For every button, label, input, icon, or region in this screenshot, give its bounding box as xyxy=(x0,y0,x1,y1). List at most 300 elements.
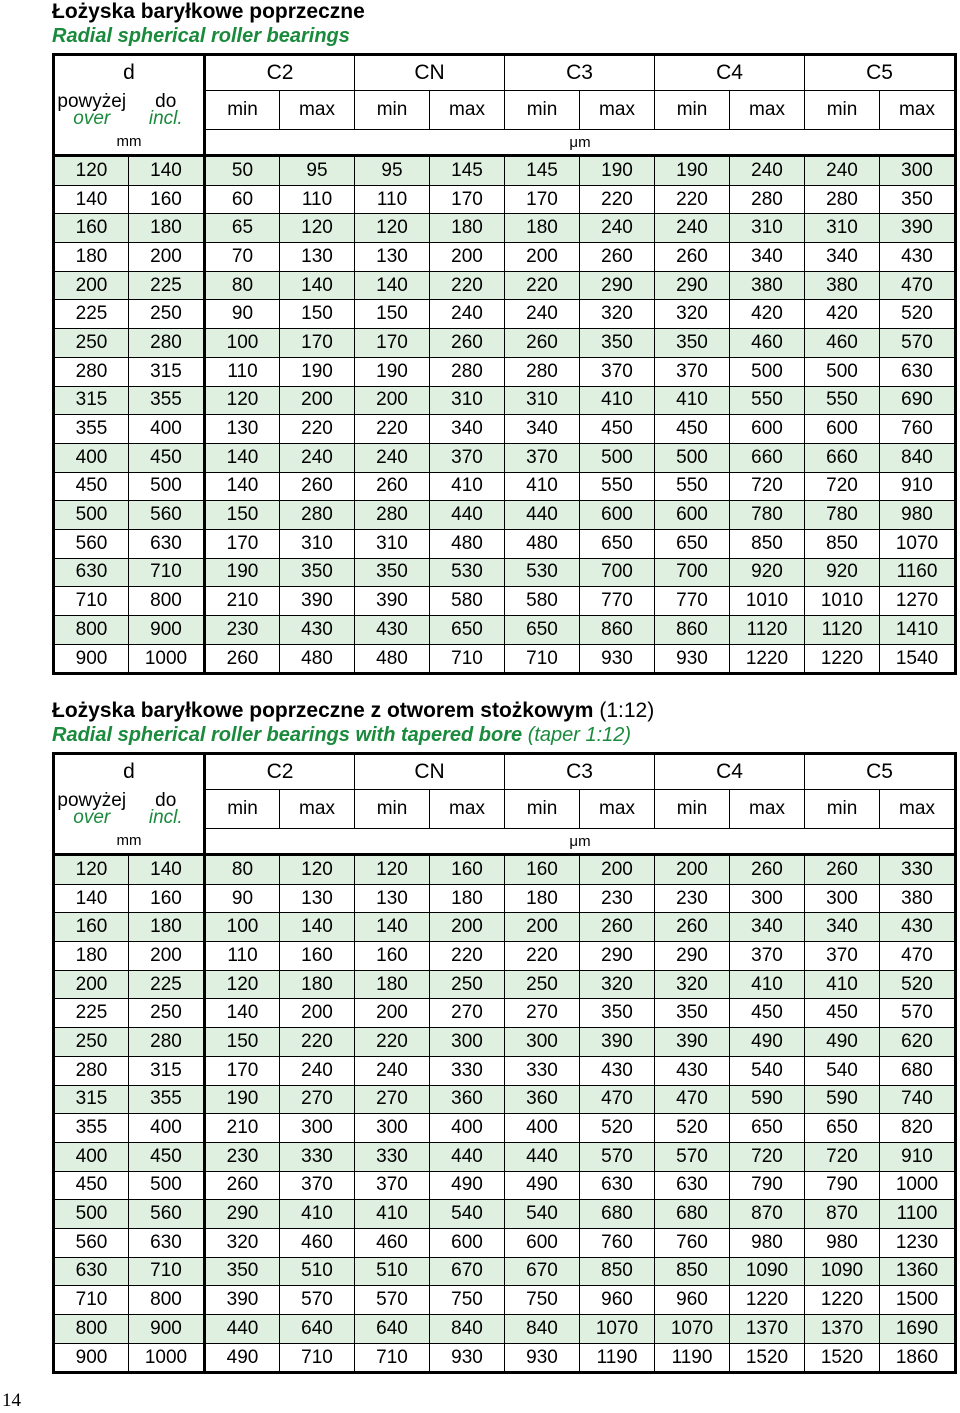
table-cell: 220 xyxy=(355,1028,430,1057)
table-cell: 240 xyxy=(280,1056,355,1085)
table-cell: 330 xyxy=(355,1142,430,1171)
table-cell: 300 xyxy=(805,884,880,913)
table-cell: 1090 xyxy=(805,1257,880,1286)
table-cell: 700 xyxy=(580,558,655,587)
table-cell: 280 xyxy=(805,185,880,214)
table-cell: 140 xyxy=(355,913,430,942)
table-cell: 260 xyxy=(580,913,655,942)
table-cell: 700 xyxy=(655,558,730,587)
table-cell: 1010 xyxy=(805,587,880,616)
table-cell: 220 xyxy=(430,942,505,971)
table-cell: 900 xyxy=(129,616,205,645)
table-cell: 315 xyxy=(129,1056,205,1085)
table-cell: 640 xyxy=(280,1315,355,1344)
table-cell: 400 xyxy=(54,443,129,472)
incl-header xyxy=(129,91,205,130)
table-cell: 130 xyxy=(280,243,355,272)
table-cell: 200 xyxy=(505,913,580,942)
table-cell: 470 xyxy=(880,271,956,300)
table-cell: 450 xyxy=(129,1142,205,1171)
table-cell: 315 xyxy=(129,357,205,386)
clearance-group-c2: C2 xyxy=(205,55,355,91)
table-cell: 550 xyxy=(730,386,805,415)
table-cell: 500 xyxy=(730,357,805,386)
min-header: min xyxy=(805,790,880,829)
table-cell: 520 xyxy=(580,1114,655,1143)
table-cell: 160 xyxy=(129,884,205,913)
table-cell: 500 xyxy=(54,1200,129,1229)
table-1-title-en: Radial spherical roller bearings xyxy=(52,25,350,47)
table-cell: 180 xyxy=(430,214,505,243)
table-cell: 340 xyxy=(805,913,880,942)
table-row xyxy=(54,913,956,942)
table-cell: 710 xyxy=(129,558,205,587)
table-cell: 110 xyxy=(205,357,280,386)
table-cell: 250 xyxy=(129,999,205,1028)
table-cell: 390 xyxy=(355,587,430,616)
table-cell: 410 xyxy=(580,386,655,415)
table-cell: 180 xyxy=(280,970,355,999)
table-cell: 200 xyxy=(655,855,730,885)
table-cell: 140 xyxy=(129,855,205,885)
table-cell: 340 xyxy=(730,913,805,942)
table-cell: 330 xyxy=(280,1142,355,1171)
table-cell: 1860 xyxy=(880,1343,956,1373)
clearance-group-c4: C4 xyxy=(655,754,805,790)
table-cell: 400 xyxy=(430,1114,505,1143)
table-cell: 410 xyxy=(355,1200,430,1229)
table-cell: 280 xyxy=(355,501,430,530)
table-cell: 80 xyxy=(205,855,280,885)
header-row-groups xyxy=(54,55,956,91)
table-cell: 850 xyxy=(805,529,880,558)
table-cell: 690 xyxy=(880,386,956,415)
table-cell: 800 xyxy=(54,1315,129,1344)
table-cell: 800 xyxy=(129,587,205,616)
table-cell: 120 xyxy=(205,970,280,999)
table-cell: 130 xyxy=(355,243,430,272)
table-cell: 380 xyxy=(730,271,805,300)
table-cell: 160 xyxy=(505,855,580,885)
table-cell: 580 xyxy=(505,587,580,616)
table-cell: 480 xyxy=(430,529,505,558)
table-cell: 190 xyxy=(655,156,730,186)
table-cell: 200 xyxy=(54,271,129,300)
table-cell: 260 xyxy=(355,472,430,501)
table-row xyxy=(54,884,956,913)
table-cell: 390 xyxy=(655,1028,730,1057)
table-cell: 315 xyxy=(54,386,129,415)
incl-header xyxy=(129,790,205,829)
table-cell: 500 xyxy=(805,357,880,386)
table-cell: 110 xyxy=(280,185,355,214)
table-cell: 390 xyxy=(205,1286,280,1315)
table-cell: 1520 xyxy=(730,1343,805,1373)
table-cell: 240 xyxy=(280,443,355,472)
table-cell: 180 xyxy=(355,970,430,999)
table-cell: 360 xyxy=(505,1085,580,1114)
table-cell: 720 xyxy=(805,1142,880,1171)
table-cell: 760 xyxy=(655,1228,730,1257)
table-cell: 230 xyxy=(205,1142,280,1171)
table-cell: 170 xyxy=(505,185,580,214)
table-cell: 780 xyxy=(730,501,805,530)
table-cell: 370 xyxy=(580,357,655,386)
table-cell: 980 xyxy=(880,501,956,530)
table-cell: 480 xyxy=(280,644,355,674)
table-cell: 580 xyxy=(430,587,505,616)
table-cell: 530 xyxy=(505,558,580,587)
table-cell: 110 xyxy=(205,942,280,971)
table-cell: 1010 xyxy=(730,587,805,616)
table-cell: 190 xyxy=(280,357,355,386)
table-row xyxy=(54,156,956,186)
table-cell: 410 xyxy=(430,472,505,501)
table-cell: 150 xyxy=(205,1028,280,1057)
table-cell: 440 xyxy=(205,1315,280,1344)
max-header: max xyxy=(430,790,505,829)
max-header: max xyxy=(730,91,805,130)
table-row xyxy=(54,644,956,674)
clearance-group-c4: C4 xyxy=(655,55,805,91)
table-cell: 240 xyxy=(730,156,805,186)
table-cell: 280 xyxy=(505,357,580,386)
table-cell: 450 xyxy=(805,999,880,1028)
min-header: min xyxy=(355,91,430,130)
table-cell: 50 xyxy=(205,156,280,186)
table-cell: 710 xyxy=(430,644,505,674)
table-row xyxy=(54,942,956,971)
table-cell: 350 xyxy=(205,1257,280,1286)
table-row xyxy=(54,1257,956,1286)
table-cell: 310 xyxy=(280,529,355,558)
table-cell: 310 xyxy=(355,529,430,558)
incl-label-en: incl. xyxy=(148,108,183,129)
table-cell: 140 xyxy=(280,913,355,942)
table-cell: 260 xyxy=(505,329,580,358)
table-cell: 170 xyxy=(280,329,355,358)
table-cell: 260 xyxy=(430,329,505,358)
table-cell: 300 xyxy=(880,156,956,186)
table-cell: 440 xyxy=(505,1142,580,1171)
table-cell: 260 xyxy=(205,644,280,674)
table-cell: 280 xyxy=(54,1056,129,1085)
table-cell: 520 xyxy=(880,970,956,999)
table-cell: 1410 xyxy=(880,616,956,645)
table-cell: 590 xyxy=(805,1085,880,1114)
table-cell: 550 xyxy=(655,472,730,501)
table-cell: 780 xyxy=(805,501,880,530)
table-cell: 160 xyxy=(355,942,430,971)
table-cell: 1000 xyxy=(880,1171,956,1200)
table-cell: 870 xyxy=(730,1200,805,1229)
table-cell: 960 xyxy=(655,1286,730,1315)
table-cell: 820 xyxy=(880,1114,956,1143)
table-cell: 390 xyxy=(280,587,355,616)
table-cell: 110 xyxy=(355,185,430,214)
table-cell: 355 xyxy=(129,1085,205,1114)
table-cell: 180 xyxy=(505,214,580,243)
table-cell: 180 xyxy=(129,913,205,942)
table-row xyxy=(54,1343,956,1373)
table-cell: 370 xyxy=(730,942,805,971)
table-cell: 510 xyxy=(280,1257,355,1286)
table-cell: 370 xyxy=(505,443,580,472)
incl-label-en: incl. xyxy=(148,807,183,828)
table-cell: 980 xyxy=(730,1228,805,1257)
table-cell: 120 xyxy=(280,855,355,885)
max-header: max xyxy=(430,91,505,130)
table-cell: 640 xyxy=(355,1315,430,1344)
table-cell: 1220 xyxy=(730,644,805,674)
table-cell: 240 xyxy=(355,443,430,472)
table-cell: 200 xyxy=(355,386,430,415)
table-cell: 90 xyxy=(205,884,280,913)
table-cell: 160 xyxy=(54,913,129,942)
table-cell: 370 xyxy=(655,357,730,386)
table-cell: 490 xyxy=(205,1343,280,1373)
table-cell: 900 xyxy=(54,1343,129,1373)
min-header: min xyxy=(655,790,730,829)
table-cell: 300 xyxy=(730,884,805,913)
unit-mm: mm xyxy=(54,829,205,855)
table-cell: 430 xyxy=(580,1056,655,1085)
table-cell: 850 xyxy=(655,1257,730,1286)
table-cell: 225 xyxy=(54,300,129,329)
table-cell: 200 xyxy=(280,999,355,1028)
table-cell: 910 xyxy=(880,1142,956,1171)
table-cell: 145 xyxy=(505,156,580,186)
table-row xyxy=(54,529,956,558)
table-cell: 680 xyxy=(880,1056,956,1085)
max-header: max xyxy=(580,91,655,130)
table-cell: 540 xyxy=(805,1056,880,1085)
over-header xyxy=(54,91,129,130)
table-cell: 620 xyxy=(880,1028,956,1057)
table-cell: 410 xyxy=(805,970,880,999)
table-cell: 430 xyxy=(280,616,355,645)
table-cell: 550 xyxy=(805,386,880,415)
table-cell: 670 xyxy=(505,1257,580,1286)
table-cell: 600 xyxy=(430,1228,505,1257)
table-row xyxy=(54,1286,956,1315)
table-cell: 1070 xyxy=(880,529,956,558)
table-cell: 180 xyxy=(129,214,205,243)
table-cell: 1100 xyxy=(880,1200,956,1229)
min-header: min xyxy=(505,790,580,829)
table-cell: 650 xyxy=(655,529,730,558)
table-cell: 170 xyxy=(430,185,505,214)
table-cell: 600 xyxy=(655,501,730,530)
table-cell: 510 xyxy=(355,1257,430,1286)
clearance-group-c2: C2 xyxy=(205,754,355,790)
table-cell: 300 xyxy=(280,1114,355,1143)
table-2-title-pl: Łożyska baryłkowe poprzeczne z otworem stożkowym (1:12) xyxy=(52,699,655,722)
table-cell: 850 xyxy=(730,529,805,558)
table-cell: 260 xyxy=(655,243,730,272)
table-cell: 1230 xyxy=(880,1228,956,1257)
table-row xyxy=(54,386,956,415)
table-cell: 240 xyxy=(805,156,880,186)
table-cell: 630 xyxy=(580,1171,655,1200)
table-row xyxy=(54,999,956,1028)
table-cell: 190 xyxy=(205,558,280,587)
table-cell: 760 xyxy=(580,1228,655,1257)
table-row xyxy=(54,1142,956,1171)
table-cell: 225 xyxy=(129,970,205,999)
table-cell: 630 xyxy=(54,1257,129,1286)
table-cell: 710 xyxy=(355,1343,430,1373)
table-cell: 140 xyxy=(280,271,355,300)
table-cell: 600 xyxy=(805,415,880,444)
table-row xyxy=(54,214,956,243)
table-cell: 1070 xyxy=(580,1315,655,1344)
clearance-group-c5: C5 xyxy=(805,754,956,790)
table-cell: 310 xyxy=(730,214,805,243)
table-row xyxy=(54,243,956,272)
table-cell: 230 xyxy=(205,616,280,645)
table-cell: 280 xyxy=(730,185,805,214)
table-cell: 570 xyxy=(880,999,956,1028)
table-cell: 1220 xyxy=(805,1286,880,1315)
table-cell: 260 xyxy=(730,855,805,885)
table-cell: 180 xyxy=(430,884,505,913)
table-cell: 320 xyxy=(205,1228,280,1257)
table-cell: 350 xyxy=(280,558,355,587)
table-cell: 570 xyxy=(580,1142,655,1171)
table-cell: 870 xyxy=(805,1200,880,1229)
table-cell: 140 xyxy=(205,999,280,1028)
table-cell: 260 xyxy=(205,1171,280,1200)
table-cell: 250 xyxy=(129,300,205,329)
table-cell: 380 xyxy=(880,884,956,913)
table-cell: 95 xyxy=(355,156,430,186)
table-cell: 530 xyxy=(430,558,505,587)
table-cell: 170 xyxy=(205,1056,280,1085)
table-cell: 230 xyxy=(655,884,730,913)
table-cell: 280 xyxy=(280,501,355,530)
table-cell: 70 xyxy=(205,243,280,272)
table-cell: 270 xyxy=(280,1085,355,1114)
table-cell: 390 xyxy=(580,1028,655,1057)
table-cell: 500 xyxy=(655,443,730,472)
table-cell: 500 xyxy=(580,443,655,472)
table-cell: 680 xyxy=(580,1200,655,1229)
table-cell: 1370 xyxy=(730,1315,805,1344)
table-cell: 790 xyxy=(730,1171,805,1200)
table-cell: 1220 xyxy=(730,1286,805,1315)
table-cell: 470 xyxy=(580,1085,655,1114)
table-cell: 370 xyxy=(355,1171,430,1200)
table-row xyxy=(54,1171,956,1200)
table-cell: 220 xyxy=(280,1028,355,1057)
table-cell: 310 xyxy=(505,386,580,415)
table-row xyxy=(54,1114,956,1143)
table-cell: 310 xyxy=(430,386,505,415)
table-cell: 350 xyxy=(355,558,430,587)
table-row xyxy=(54,1200,956,1229)
table-cell: 400 xyxy=(505,1114,580,1143)
table-cell: 540 xyxy=(730,1056,805,1085)
unit-um: μm xyxy=(205,829,956,855)
table-cell: 680 xyxy=(655,1200,730,1229)
table-cell: 410 xyxy=(655,386,730,415)
table-cell: 260 xyxy=(805,855,880,885)
table-cell: 280 xyxy=(430,357,505,386)
table-cell: 280 xyxy=(129,329,205,358)
table-cell: 750 xyxy=(430,1286,505,1315)
table-cell: 590 xyxy=(730,1085,805,1114)
table-cell: 860 xyxy=(655,616,730,645)
table-cell: 840 xyxy=(880,443,956,472)
table-cell: 630 xyxy=(880,357,956,386)
table-cell: 225 xyxy=(129,271,205,300)
header-row-groups xyxy=(54,754,956,790)
table-cell: 660 xyxy=(805,443,880,472)
table-cell: 160 xyxy=(54,214,129,243)
table-cell: 220 xyxy=(355,415,430,444)
table-cell: 720 xyxy=(805,472,880,501)
table-cell: 200 xyxy=(355,999,430,1028)
header-row-limits xyxy=(54,790,956,829)
table-cell: 410 xyxy=(730,970,805,999)
table-cell: 480 xyxy=(505,529,580,558)
table-cell: 380 xyxy=(805,271,880,300)
table-cell: 770 xyxy=(580,587,655,616)
table-cell: 160 xyxy=(129,185,205,214)
table-cell: 710 xyxy=(54,1286,129,1315)
table-cell: 280 xyxy=(129,1028,205,1057)
table-cell: 220 xyxy=(505,271,580,300)
unit-mm: mm xyxy=(54,130,205,156)
table-cell: 190 xyxy=(205,1085,280,1114)
table-cell: 270 xyxy=(355,1085,430,1114)
table-cell: 130 xyxy=(205,415,280,444)
table-cell: 120 xyxy=(280,214,355,243)
table-cell: 120 xyxy=(205,386,280,415)
table-cell: 120 xyxy=(355,855,430,885)
table-cell: 200 xyxy=(580,855,655,885)
table-cell: 1120 xyxy=(805,616,880,645)
table-cell: 500 xyxy=(129,1171,205,1200)
table-cell: 340 xyxy=(430,415,505,444)
header-row-units xyxy=(54,829,956,855)
table-cell: 540 xyxy=(430,1200,505,1229)
table-cell: 350 xyxy=(880,185,956,214)
table-cell: 570 xyxy=(880,329,956,358)
table-cell: 630 xyxy=(129,529,205,558)
table-1-title-block xyxy=(52,0,365,48)
min-header: min xyxy=(205,790,280,829)
unit-um: μm xyxy=(205,130,956,156)
table-cell: 850 xyxy=(580,1257,655,1286)
table-row xyxy=(54,357,956,386)
table-cell: 210 xyxy=(205,587,280,616)
table-cell: 340 xyxy=(730,243,805,272)
table-cell: 1190 xyxy=(655,1343,730,1373)
table-cell: 430 xyxy=(880,913,956,942)
table-cell: 500 xyxy=(129,472,205,501)
table-cell: 350 xyxy=(655,999,730,1028)
over-label-pl: powyżej xyxy=(57,790,127,811)
table-cell: 350 xyxy=(580,329,655,358)
table-cell: 220 xyxy=(505,942,580,971)
table-cell: 1270 xyxy=(880,587,956,616)
table-cell: 650 xyxy=(430,616,505,645)
table-cell: 410 xyxy=(280,1200,355,1229)
table-cell: 220 xyxy=(580,185,655,214)
table-cell: 440 xyxy=(430,1142,505,1171)
